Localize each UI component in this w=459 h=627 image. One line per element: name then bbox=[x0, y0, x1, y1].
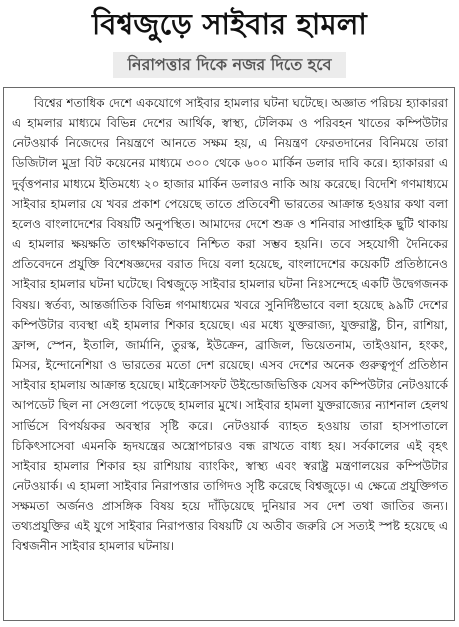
article-body-text: বিশ্বের শতাধিক দেশে একযোগে সাইবার হামলার ঘটনা ঘটেছে। অজ্ঞাত পরিচয় হ্যাকাররা এ হামলার মাধ্যমে বিভিন্ন দেশের আর্থিক, স্বাস্থ্য, টেলিকম ও পরিবহন খাতের কম্পিউটার নেটওয়ার্ক নিজেদের নিয়ন্ত্রণে আনতে সক্ষম হয়, এ নিয়ন্ত্রণ ফেরতদানের বিনিময়ে তারা ডিজিটাল মুদ্রা বিট কয়েনের মাধ্যমে ৩০০ থেকে ৬০০ মার্কিন ডলার দাবি করে। হ্যাকাররা এ দুর্বৃত্তপনার মাধ্যমে ইতিমধ্যে ২০ হাজার মার্কিন ডলারও নাকি আয় করেছে। বিদেশি গণমাধ্যমে সাইবার হামলার যে খবর প্রকাশ পেয়েছে তাতে প্রতিবেশী ভারতের আক্রান্ত হওয়ার কথা বলা হলেও বাংলাদেশের বিষয়টি অনুপস্থিত। আমাদের দেশে শুক্র ও শনিবার সাপ্তাহিক ছুটি থাকায় এ হামলার ক্ষয়ক্ষতি তাৎক্ষণিকভাবে নিশ্চিত করা সম্ভব হয়নি। তবে সহযোগী দৈনিকের প্রতিবেদনে প্রযুক্তি বিশেষজ্ঞদের বরাত দিয়ে বলা হয়েছে, বাংলাদেশের কয়েকটি প্রতিষ্ঠানেও সাইবার হামলার ঘটনা ঘটেছে। বিশ্বজুড়ে সাইবার হামলার ঘটনা নিঃসন্দেহে একটি উদ্বেগজনক বিষয়। স্বর্তব্য, আন্তর্জাতিক বিভিন্ন গণমাধ্যমের খবরে সুনির্দিষ্টভাবে বলা হয়েছে ৯৯টি দেশের কম্পিউটার ব্যবস্থা এই হামলার শিকার হয়েছে। এর মধ্যে যুক্তরাজ্য, যুক্তরাষ্ট্র, চীন, রাশিয়া, ফ্রান্স, স্পেন, ইতালি, জার্মানি, তুরস্ক, ইউক্রেন, ব্রাজিল, ভিয়েতনাম, তাইওয়ান, হংকং, মিসর, ইন্দোনেশিয়া ও ভারতের মতো দেশ রয়েছে। এসব দেশের অনেক গুরুত্বপূর্ণ প্রতিষ্ঠান সাইবার হামলায় আক্রান্ত হয়েছে। মাইক্রোসফট উইন্ডোজভিত্তিক যেসব কম্পিউটার নেটওয়ার্কে আপডেট ছিল না সেগুলো পড়েছে হামলার মুখে। সাইবার হামলা যুক্তরাজ্যের ন্যাশনাল হেলথ সার্ভিসে বিপর্যয়কর অবস্থার সৃষ্টি করে। নেটওয়ার্ক ব্যাহত হওয়ায় তারা হাসপাতালে চিকিৎসাসেবা এমনকি হৃদযন্ত্রের অস্ত্রোপচারও বন্ধ রাখতে বাধ্য হয়। সর্বকালের এই বৃহৎ সাইবার হামলার শিকার হয় রাশিয়ায় ব্যাংকিং, স্বাস্থ্য এবং স্বরাষ্ট্র মন্ত্রণালয়ের কম্পিউটার নেটওয়ার্ক। এ হামলা সাইবার নিরাপত্তার তাগিদও সৃষ্টি করেছে বিশ্বজুড়ে। এ ক্ষেত্রে প্রযুক্তিগত সক্ষমতা অর্জনও প্রাসঙ্গিক বিষয় হয়ে দাঁড়িয়েছে দুনিয়ার সব দেশ তথা জাতির জন্য। তথ্যপ্রযুক্তির এই যুগে সাইবার নিরাপত্তার বিষয়টি যে অতীব জরুরি সে সত্যই স্পষ্ট হয়েছে এ বিশ্বজনীন সাইবার হামলার ঘটনায়। bbox=[12, 96, 448, 554]
article-subheadline-banner bbox=[0, 52, 459, 78]
article-subheadline: নিরাপত্তার দিকে নজর দিতে হবে bbox=[113, 52, 345, 78]
article-headline: বিশ্বজুড়ে সাইবার হামলা bbox=[91, 7, 367, 41]
article-body-frame bbox=[3, 87, 455, 621]
